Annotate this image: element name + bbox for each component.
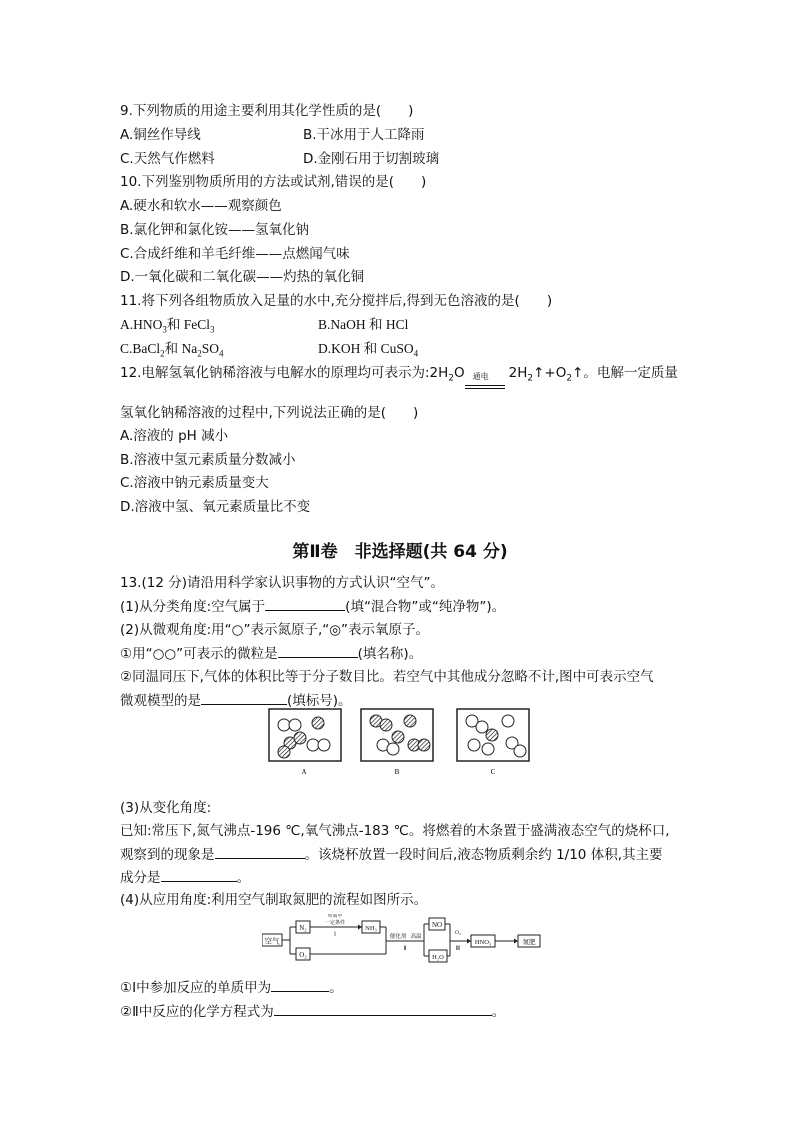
q10-option-a: A.硬水和软水——观察颜色 (120, 198, 282, 214)
q9-option-a: A.铜丝作导线 (120, 127, 201, 143)
flow-no: NO (431, 921, 443, 929)
flow-o2: O₂ (299, 951, 307, 959)
q11-option-b: B.NaOH 和 HCl (318, 317, 409, 332)
q11-option-c: C.BaCl$_2$和 $Na_2SO_4$ (120, 341, 224, 359)
answer-blank[interactable] (215, 845, 305, 859)
q13-part4: (4)从应用角度:利用空气制取氮肥的流程如图所示。 (120, 892, 428, 908)
q13-part1: (1)从分类角度:空气属于 (填“混合物”或“纯净物”)。 (120, 599, 506, 615)
q11-option-a: $A.HNO_3$和 FeCl$_3$ (120, 317, 215, 335)
q9-option-d: D.金刚石用于切割玻璃 (303, 151, 440, 167)
fig-label-a: A (301, 768, 307, 776)
q13-part4-1: ①Ⅰ中参加反应的单质甲为 。 (120, 980, 343, 996)
q13-part4-2: ②Ⅱ中反应的化学方程式为 。 (120, 1004, 506, 1020)
q10-option-d: D.一氧化碳和二氧化碳——灼热的氧化铜 (120, 269, 365, 285)
flow-n2: N₂ (299, 924, 307, 932)
q12-option-c: C.溶液中钠元素质量变大 (120, 475, 269, 491)
q13-part2-1: ①用“○○”可表示的微粒是 (填名称)。 (120, 646, 423, 662)
flow-condition: 一定条件 (324, 921, 346, 926)
flow-high-temp: 高温 (410, 934, 422, 940)
q12-stem: 12.电解氢氧化钠稀溶液与电解水的原理均可表示为$:2H_2O$ 通电 $2H_2↑+O_2↑$。电解一定质量 (120, 364, 678, 388)
answer-blank[interactable] (161, 868, 237, 882)
q13-part2: (2)从微观角度:用“○”表示氮原子,“◎”表示氧原子。 (120, 622, 429, 638)
flow-air: 空气 (264, 936, 280, 946)
answer-blank[interactable] (271, 978, 329, 992)
q10-option-b: B.氯化钾和氯化铵——氢氧化钠 (120, 222, 310, 238)
q9-option-b: B.干冰用于人工降雨 (303, 127, 425, 143)
q13-part2-2b: 微观模型的是 (填标号)。 (120, 693, 352, 709)
q9-stem: 9.下列物质的用途主要利用其化学性质的是( ) (120, 103, 414, 119)
q13-part3-line1: 已知:常压下,氮气沸点-196 ℃,氧气沸点-183 ℃。将燃着的木条置于盛满液态空气的烧杯口, (120, 823, 670, 839)
flow-step-2: Ⅱ (403, 946, 407, 952)
flow-step-1: Ⅰ (334, 932, 336, 938)
q13-part3: (3)从变化角度: (120, 800, 212, 816)
q12-option-d: D.溶液中氢、氧元素质量比不变 (120, 499, 311, 515)
flow-fertilizer: 氮肥 (522, 939, 536, 946)
flow-catalyst: 催化剂 (389, 934, 407, 940)
q12-stem-line2: 氢氧化钠稀溶液的过程中,下列说法正确的是( ) (120, 405, 419, 421)
flow-element-a: 单质甲 (327, 914, 343, 919)
flow-nh3: NH₃ (365, 925, 377, 932)
flow-o2-reagent: O₂ (455, 930, 461, 936)
q12-option-b: B.溶液中氢元素质量分数减小 (120, 452, 296, 468)
flow-step-3: Ⅲ (455, 946, 461, 952)
q13-part3-line3: 成分是 。 (120, 870, 250, 886)
q12-option-a: A.溶液的 pH 减小 (120, 428, 229, 444)
fig-label-c: C (490, 768, 496, 776)
q10-stem: 10.下列鉴别物质所用的方法或试剂,错误的是( ) (120, 174, 427, 190)
section-title: 第Ⅱ卷 非选择题(共 64 分) (292, 542, 508, 562)
flow-h2o: H₂O (432, 954, 444, 961)
answer-blank[interactable] (265, 597, 345, 611)
answer-blank[interactable] (278, 644, 358, 658)
fig-label-b: B (394, 768, 400, 776)
q10-option-c: C.合成纤维和羊毛纤维——点燃闻气味 (120, 246, 350, 262)
q11-option-d: D.KOH 和 CuSO$_4$ (318, 341, 419, 359)
q9-option-c: C.天然气作燃料 (120, 151, 215, 167)
nitrogen-fertilizer-flow-diagram (262, 914, 552, 966)
q13-part2-2: ②同温同压下,气体的体积比等于分子数目比。若空气中其他成分忽略不计,图中可表示空气 (120, 669, 654, 685)
answer-blank[interactable] (201, 691, 287, 705)
q13-part3-line2: 观察到的现象是 。该烧杯放置一段时间后,液态物质剩余约 1/10 体积,其主要 (120, 847, 663, 863)
reaction-condition: 通电 (472, 372, 489, 381)
molecule-model-figure (268, 707, 548, 777)
q13-stem: 13.(12 分)请沿用科学家认识事物的方式认识“空气”。 (120, 575, 444, 591)
flow-hno3: HNO₃ (474, 939, 492, 946)
answer-blank[interactable] (274, 1002, 492, 1016)
q11-stem: 11.将下列各组物质放入足量的水中,充分搅拌后,得到无色溶液的是( ) (120, 293, 553, 309)
